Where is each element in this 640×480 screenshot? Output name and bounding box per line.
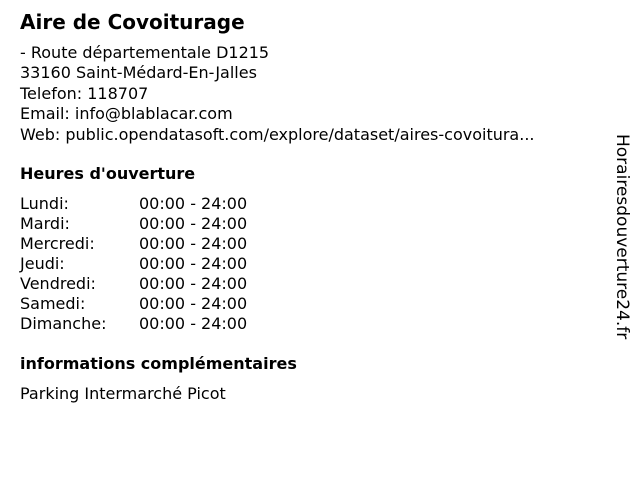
day-label: Dimanche: bbox=[20, 314, 107, 333]
day-label: Mardi: bbox=[20, 214, 70, 233]
day-label: Vendredi: bbox=[20, 274, 96, 293]
hours-row-wednesday bbox=[20, 234, 247, 254]
day-label: Samedi: bbox=[20, 294, 86, 313]
day-label: Lundi: bbox=[20, 194, 69, 213]
site-watermark: Horairesdouverture24.fr bbox=[612, 134, 632, 340]
contact-block bbox=[20, 43, 535, 145]
time-range: 00:00 - 24:00 bbox=[139, 194, 248, 213]
time-range: 00:00 - 24:00 bbox=[139, 294, 248, 313]
opening-hours-heading: Heures d'ouverture bbox=[20, 164, 196, 183]
page-title: Aire de Covoiturage bbox=[20, 10, 245, 34]
time-range: 00:00 - 24:00 bbox=[139, 214, 248, 233]
website-url: Web: public.opendatasoft.com/explore/dataset/aires-covoitura... bbox=[20, 124, 535, 144]
hours-row-monday bbox=[20, 194, 247, 214]
hours-row-tuesday bbox=[20, 214, 247, 234]
time-range: 00:00 - 24:00 bbox=[139, 254, 248, 273]
address-street: - Route départementale D1215 bbox=[20, 43, 270, 62]
email-address: Email: info@blablacar.com bbox=[20, 104, 233, 124]
hours-row-friday bbox=[20, 274, 247, 294]
time-range: 00:00 - 24:00 bbox=[139, 314, 248, 333]
hours-row-sunday bbox=[20, 314, 247, 334]
time-range: 00:00 - 24:00 bbox=[139, 274, 248, 293]
additional-info-text: Parking Intermarché Picot bbox=[20, 384, 226, 403]
hours-row-saturday bbox=[20, 294, 247, 314]
opening-hours-list bbox=[20, 194, 247, 334]
phone-number: Telefon: 118707 bbox=[20, 83, 149, 103]
day-label: Jeudi: bbox=[20, 254, 65, 273]
hours-row-thursday bbox=[20, 254, 247, 274]
address-city: 33160 Saint-Médard-En-Jalles bbox=[20, 63, 257, 83]
time-range: 00:00 - 24:00 bbox=[139, 234, 248, 253]
additional-info-heading: informations complémentaires bbox=[20, 354, 297, 373]
day-label: Mercredi: bbox=[20, 234, 95, 253]
